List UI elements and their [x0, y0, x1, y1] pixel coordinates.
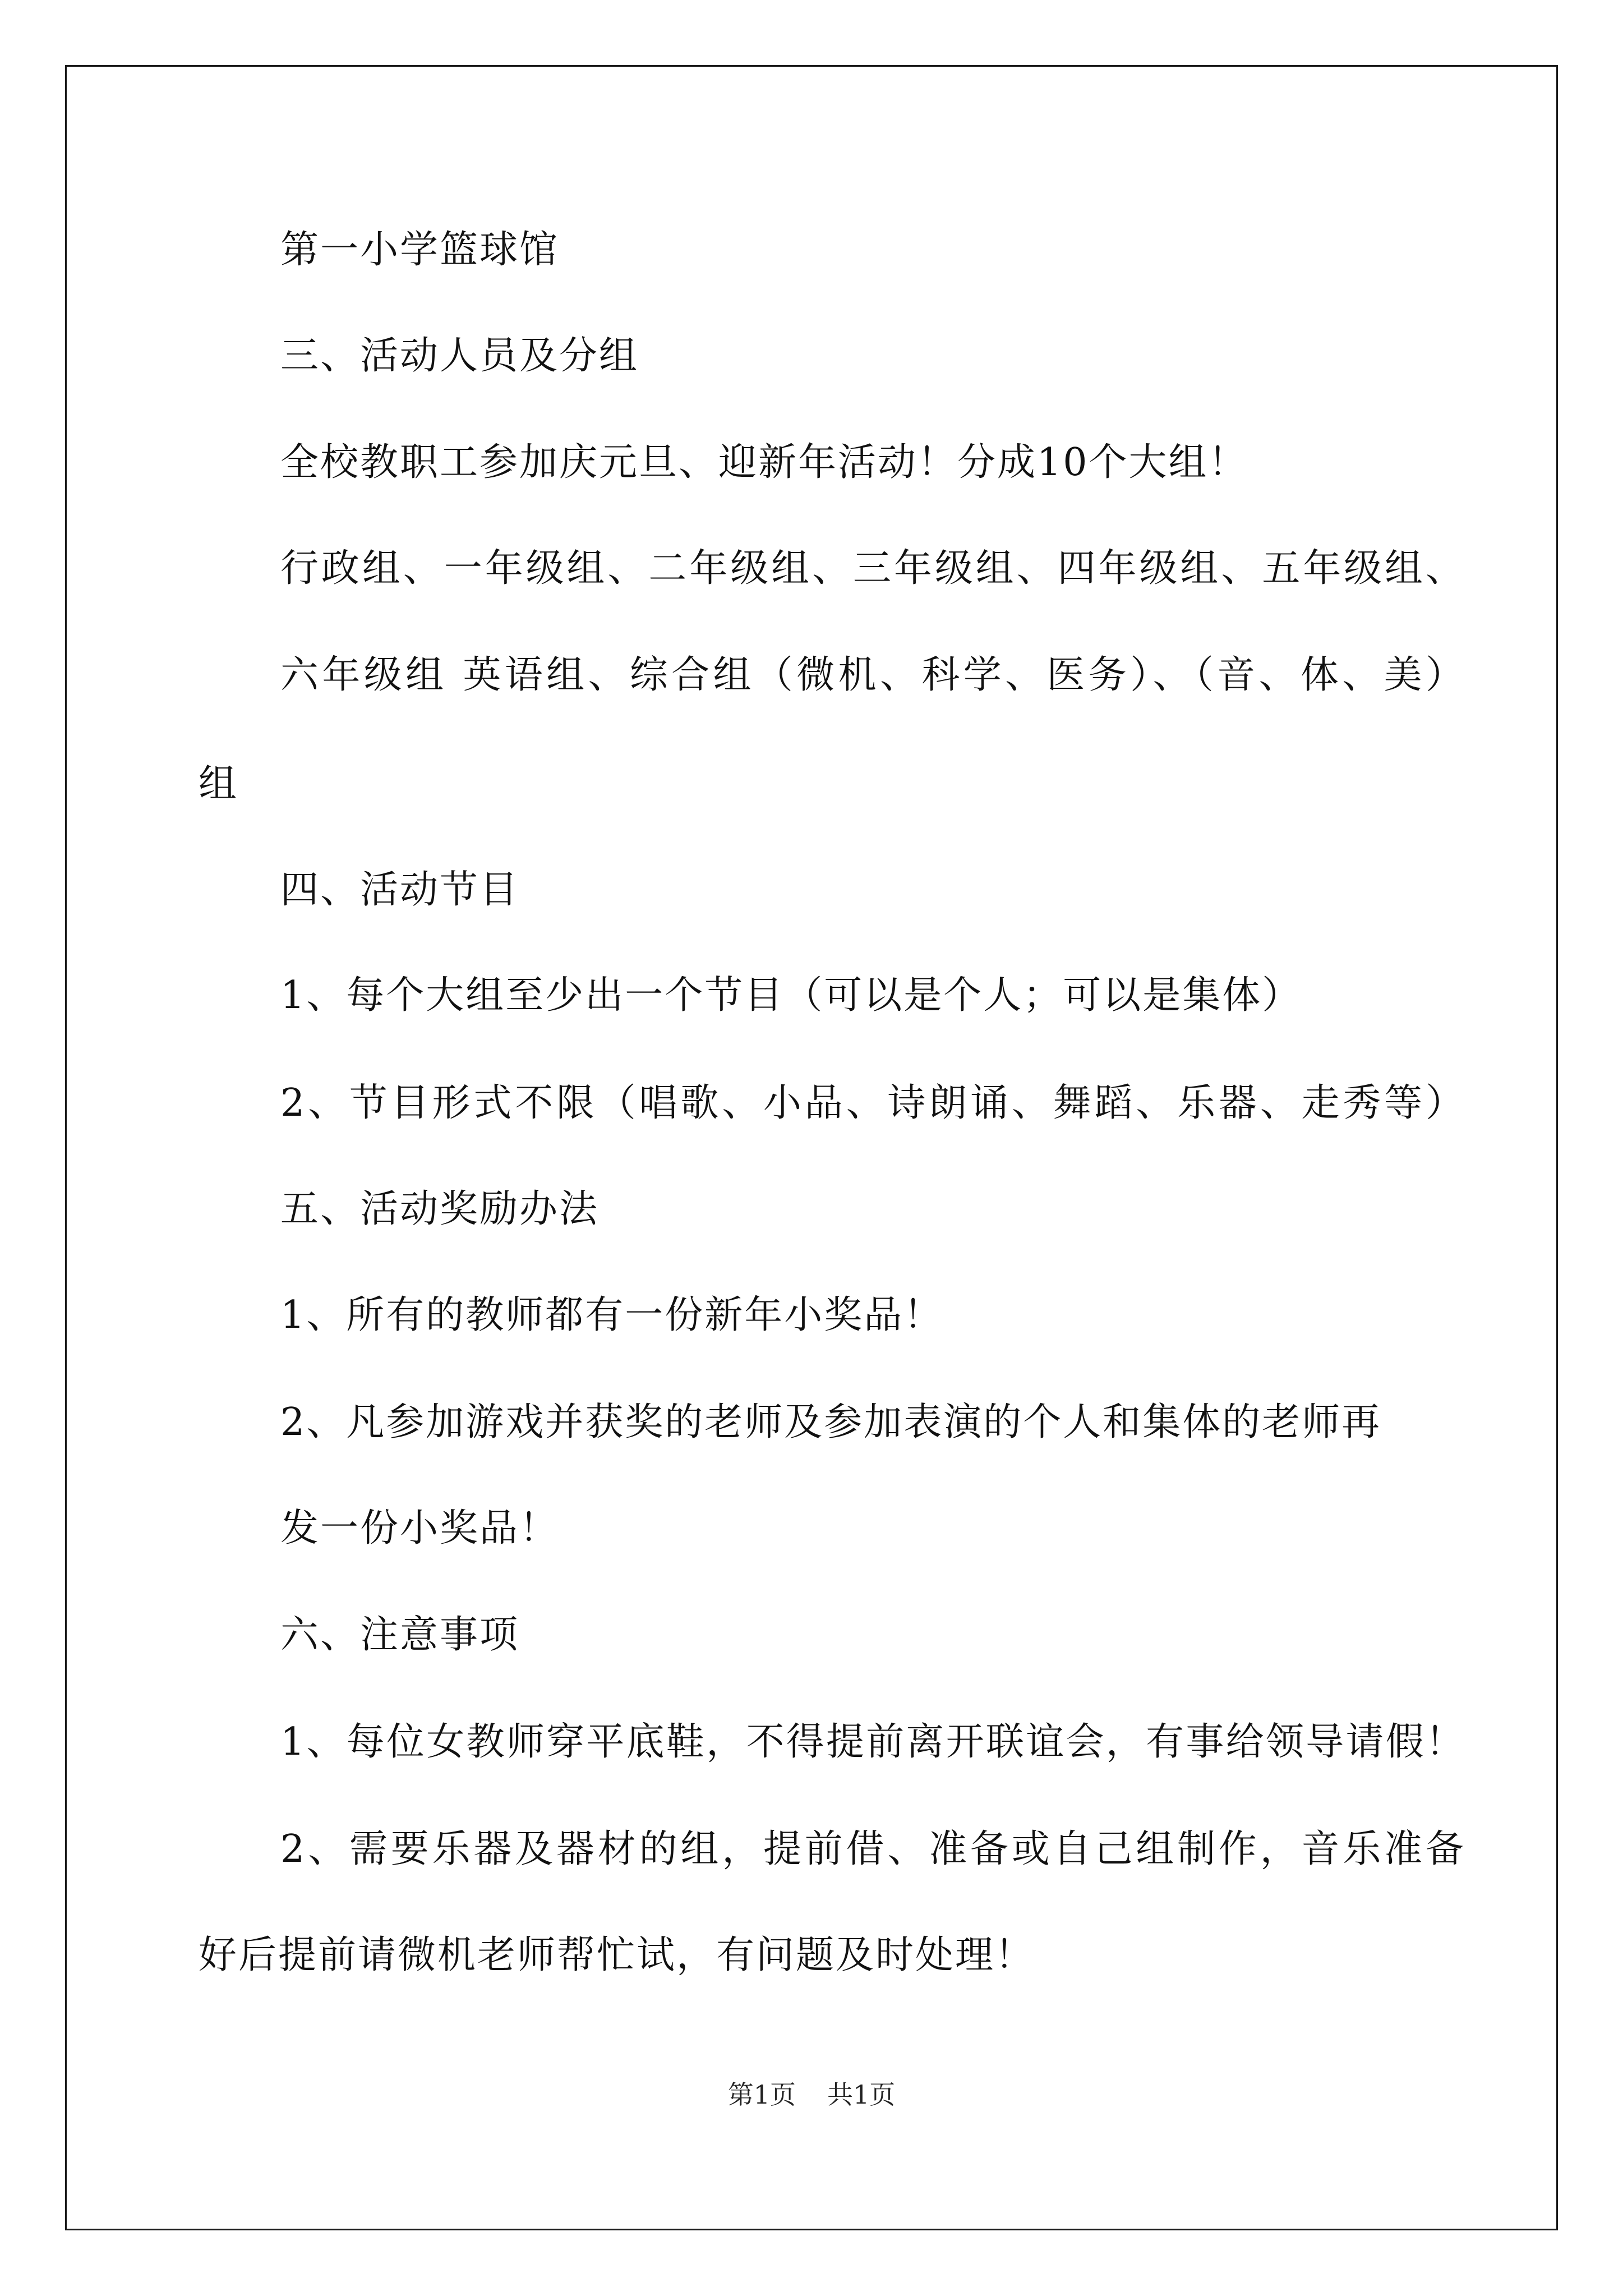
paragraph-line: 全校教职工参加庆元旦、迎新年活动！分成10个大组！: [280, 440, 1248, 485]
page-footer: [0, 2078, 1623, 2111]
list-item-continued: 好后提前请微机老师帮忙试，有问题及时处理！: [199, 1933, 1035, 1977]
paragraph-line: 行政组、一年级组、二年级组、三年级组、四年级组、五年级组、: [280, 546, 1464, 591]
list-item: 1、每个大组至少出一个节目（可以是个人；可以是集体）: [280, 973, 1302, 1018]
section-heading-4: 四、活动节目: [280, 868, 520, 912]
list-item: 2、需要乐器及器材的组，提前借、准备或自己组制作，音乐准备: [280, 1827, 1464, 1871]
section-heading-5: 五、活动奖励办法: [280, 1187, 600, 1231]
list-item: 2、节目形式不限（唱歌、小品、诗朗诵、舞蹈、乐器、走秀等）: [280, 1081, 1464, 1125]
section-heading-3: 三、活动人员及分组: [280, 334, 639, 378]
list-item: 1、所有的教师都有一份新年小奖品！: [280, 1293, 944, 1337]
section-heading-6: 六、注意事项: [280, 1613, 520, 1657]
page-total: 共1页: [827, 2079, 896, 2110]
paragraph-line: 组: [199, 762, 239, 806]
list-item: 2、凡参加游戏并获奖的老师及参加表演的个人和集体的老师再: [280, 1400, 1382, 1444]
page-border: [65, 65, 1558, 2230]
venue-line: 第一小学篮球馆: [280, 228, 560, 272]
list-item: 1、每位女教师穿平底鞋，不得提前离开联谊会，有事给领导请假！: [280, 1720, 1464, 1764]
list-item-continued: 发一份小奖品！: [280, 1506, 560, 1550]
paragraph-line: 六年级组 英语组、综合组（微机、科学、医务）、（音、体、美）: [280, 653, 1464, 697]
page-number: 第1页: [727, 2079, 796, 2110]
